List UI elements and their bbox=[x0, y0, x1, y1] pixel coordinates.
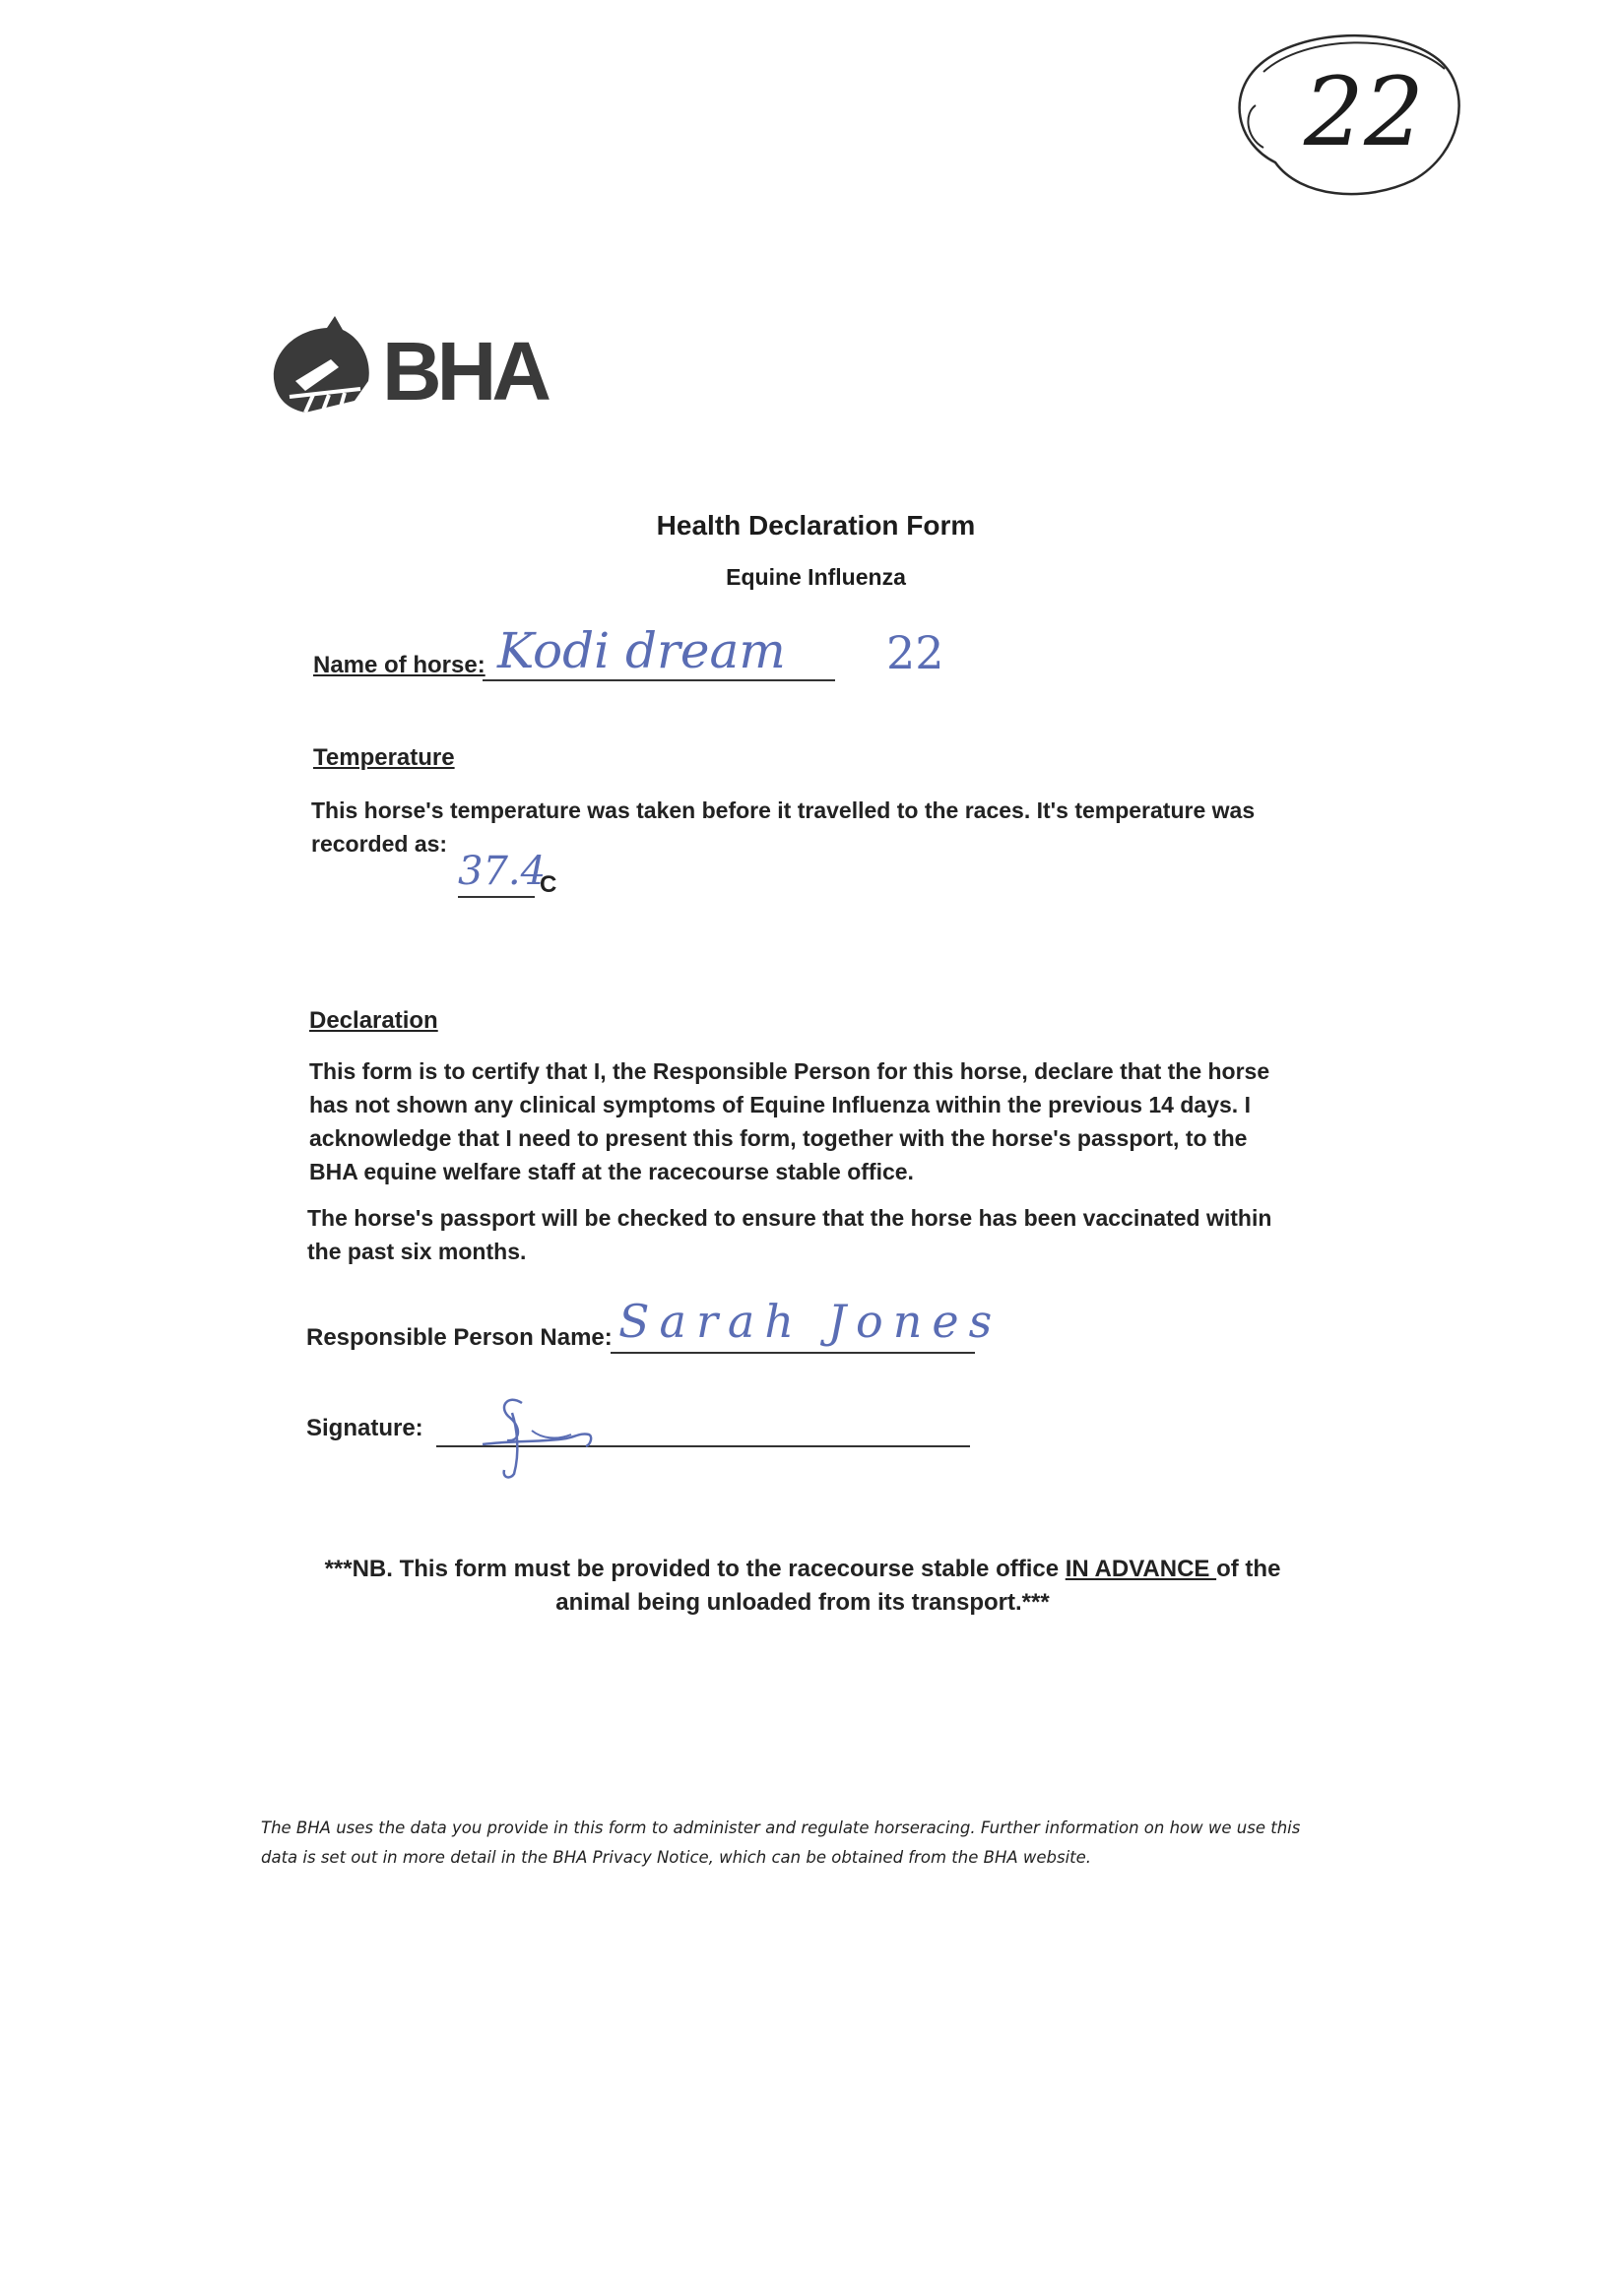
responsible-person-line bbox=[611, 1352, 975, 1354]
temperature-text: This horse's temperature was taken before it travelled to the races. It's temperature was recorded as: bbox=[311, 797, 1256, 857]
signature-label: Signature: bbox=[306, 1415, 423, 1441]
declaration-paragraph-2: The horse's passport will be checked to ensure that the horse has been vaccinated within the past six months. bbox=[307, 1205, 1272, 1264]
form-title: Health Declaration Form bbox=[656, 510, 976, 541]
signature-image bbox=[473, 1383, 620, 1482]
declaration-paragraph-1: This form is to certify that I, the Responsible Person for this horse, declare that the horse has not shown any clinical symptoms of Equine Influenza within the previous 14 days. I acknowledge that I need to present this form, together with the horse's passport, to the BHA equine welfare staff at the racecourse stable office. bbox=[309, 1058, 1270, 1184]
horse-name-value: Kodi dream bbox=[497, 622, 786, 679]
temperature-value: 37.4 bbox=[458, 849, 547, 894]
form-subtitle: Equine Influenza bbox=[726, 564, 906, 590]
horse-number-value: 22 bbox=[886, 626, 944, 679]
advance-notice-prefix: ***NB. This form must be provided to the racecourse stable office bbox=[324, 1556, 1066, 1582]
declaration-heading: Declaration bbox=[309, 1007, 438, 1034]
bha-logo bbox=[266, 310, 551, 418]
horse-name-line bbox=[483, 679, 835, 681]
temperature-line bbox=[458, 896, 535, 898]
advance-notice bbox=[320, 1553, 1285, 1620]
horse-head-icon bbox=[266, 310, 384, 418]
horse-name-label: Name of horse: bbox=[313, 652, 485, 678]
page-number-mark bbox=[1216, 15, 1472, 202]
temperature-heading: Temperature bbox=[313, 744, 455, 771]
responsible-person-label: Responsible Person Name: bbox=[306, 1324, 613, 1351]
responsible-person-value: Sarah Jones bbox=[618, 1295, 1003, 1348]
advance-notice-emphasis: IN ADVANCE bbox=[1065, 1556, 1217, 1582]
advance-notice-suffix: of the animal being unloaded from its transport.*** bbox=[555, 1556, 1281, 1616]
temperature-unit: C bbox=[540, 871, 557, 898]
privacy-notice: The BHA uses the data you provide in this form to administer and regulate horseracing. Further information on how we use this data is set out in more detail in the BHA Privacy Notice, which can be obtained from the BHA website. bbox=[261, 1818, 1301, 1867]
page-number-text: 22 bbox=[1303, 57, 1425, 167]
bha-logo-text: BHA bbox=[382, 325, 547, 417]
